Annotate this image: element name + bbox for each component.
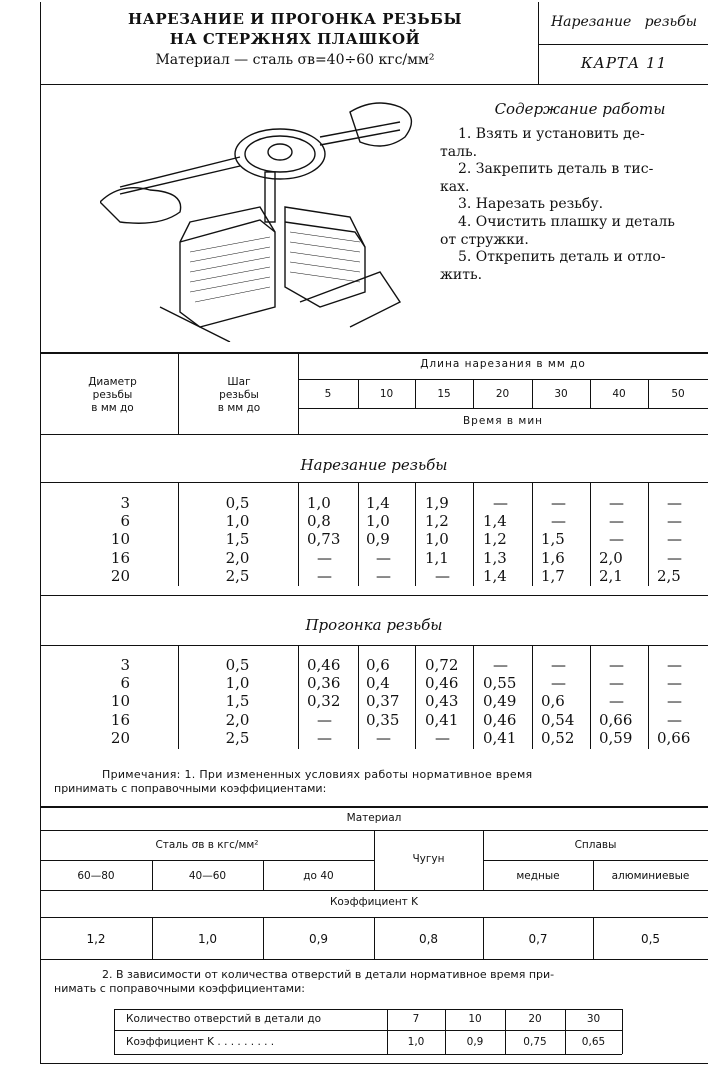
- length-15: 15: [437, 388, 451, 400]
- cell: —: [551, 494, 566, 512]
- chasing-col-5: [307, 656, 357, 747]
- chasing-col-40: [599, 656, 647, 747]
- chasing-col-30: [541, 656, 589, 747]
- cell: 0,46: [425, 674, 459, 693]
- cell: 0,46: [483, 710, 517, 729]
- cell: —: [493, 656, 508, 674]
- work-heading: Содержание работы: [494, 100, 666, 118]
- time-header: Время в мин: [462, 415, 544, 427]
- length-30: 30: [554, 388, 568, 400]
- cell: —: [376, 728, 391, 747]
- work-step: таль.: [440, 143, 478, 160]
- cell: 0,6: [366, 656, 390, 674]
- cutting-pitches: [200, 494, 275, 585]
- cell: —: [376, 548, 391, 567]
- cell: 2,0: [225, 548, 250, 567]
- note-line: Примечания: 1. При измененных условиях работы нормативное время: [102, 768, 533, 781]
- cell: 1,2: [425, 512, 449, 531]
- cell: 2,1: [599, 566, 623, 585]
- coef-value: 0,7: [528, 932, 548, 946]
- cell: 1,3: [483, 548, 507, 567]
- alloy-aluminum: алюминиевые: [611, 870, 690, 882]
- cell: —: [609, 530, 624, 549]
- chasing-col-15: [425, 656, 473, 747]
- cell: 1,0: [307, 494, 331, 512]
- cell: 0,5: [225, 494, 250, 512]
- holes-count: 20: [528, 1013, 542, 1025]
- work-step: от стружки.: [440, 231, 529, 248]
- work-steps: [440, 126, 705, 284]
- cell: 10: [110, 692, 130, 711]
- cutting-col-30: [541, 494, 589, 585]
- cell: 0,35: [366, 710, 400, 729]
- cell: 0,41: [425, 710, 459, 729]
- cell: 16: [110, 710, 130, 729]
- work-step: 2. Закрепить деталь в тис-: [458, 161, 654, 178]
- cell: —: [317, 566, 332, 585]
- cutting-col-10: [366, 494, 414, 585]
- cast-iron-header: Чугун: [412, 853, 445, 865]
- holes-coef: 0,75: [523, 1036, 547, 1048]
- coef-value: 1,0: [197, 932, 218, 946]
- header-line: резьбы: [219, 389, 259, 401]
- cell: —: [317, 728, 332, 747]
- cell: —: [609, 512, 624, 531]
- cell: 0,36: [307, 674, 341, 693]
- steel-60-80: 60—80: [77, 870, 115, 882]
- cell: —: [609, 674, 624, 693]
- cell: 0,5: [225, 656, 250, 674]
- cell: —: [317, 548, 332, 567]
- cell: 0,46: [307, 656, 341, 674]
- cell: 3: [120, 494, 130, 512]
- cell: 0,6: [541, 692, 565, 711]
- col-pitch-header: [180, 376, 298, 415]
- holes-count: 7: [412, 1013, 420, 1025]
- cutting-col-15: [425, 494, 473, 585]
- work-step: жить.: [440, 266, 483, 283]
- cell: —: [551, 656, 566, 674]
- cell: —: [435, 566, 450, 585]
- cell: 0,66: [657, 728, 691, 747]
- chasing-title: Прогонка резьбы: [305, 616, 443, 634]
- cell: 0,73: [307, 530, 341, 549]
- card-number: КАРТА 11: [580, 54, 668, 72]
- cell: —: [435, 728, 450, 747]
- header-line: Шаг: [227, 376, 251, 388]
- holes-count-label: Количество отверстий в детали до: [126, 1013, 321, 1025]
- cell: 1,9: [425, 494, 449, 512]
- work-step: 1. Взять и установить де-: [458, 126, 645, 142]
- cell: 0,66: [599, 710, 633, 729]
- holes-coef-label: Коэффициент K . . . . . . . . .: [126, 1036, 275, 1048]
- note-line: принимать с поправочными коэффициентами:: [54, 782, 327, 795]
- length-header: Длина нарезания в мм до: [420, 358, 586, 370]
- cell: 1,6: [541, 548, 565, 567]
- cell: —: [609, 494, 624, 512]
- cell: 0,4: [366, 674, 390, 693]
- note-line: нимать с поправочными коэффициентами:: [54, 982, 305, 995]
- cell: 0,43: [425, 692, 459, 711]
- cell: —: [317, 710, 332, 729]
- cell: 1,4: [483, 566, 507, 585]
- coef-value: 1,2: [86, 932, 106, 946]
- header-line: в мм до: [91, 402, 134, 414]
- note-line: 2. В зависимости от количества отверстий в детали нормативное время при-: [102, 968, 555, 981]
- cell: 0,52: [541, 728, 575, 747]
- chasing-diameters: [90, 656, 130, 747]
- header-line: резьбы: [92, 389, 133, 401]
- cell: 20: [110, 728, 130, 747]
- cell: 1,5: [541, 530, 565, 549]
- chasing-col-20: [483, 656, 531, 747]
- work-step: 3. Нарезать резьбу.: [458, 196, 604, 213]
- cell: 2,0: [599, 548, 623, 567]
- cell: 10: [110, 530, 130, 549]
- steel-header: Сталь σв в кгс/мм²: [155, 839, 259, 851]
- cell: 0,54: [541, 710, 575, 729]
- header-line: в мм до: [217, 402, 261, 414]
- cell: 1,5: [225, 530, 250, 549]
- cell: —: [551, 674, 566, 693]
- coef-value: 0,5: [640, 932, 661, 946]
- chasing-pitches: [200, 656, 275, 747]
- work-step: ках.: [440, 178, 470, 195]
- cell: 6: [120, 674, 130, 693]
- length-50: 50: [671, 388, 685, 400]
- coef-label: Коэффициент K: [329, 896, 419, 908]
- cell: —: [667, 494, 682, 512]
- cell: 6: [120, 512, 130, 531]
- cell: —: [667, 674, 682, 693]
- cell: 1,0: [366, 512, 390, 531]
- cell: —: [609, 692, 624, 711]
- cell: —: [667, 692, 682, 711]
- cell: 1,4: [366, 494, 390, 512]
- col-diameter-header: [50, 376, 175, 415]
- holes-coef: 0,65: [581, 1036, 606, 1048]
- steel-40-60: 40—60: [188, 870, 227, 882]
- cell: 2,5: [225, 728, 250, 747]
- cell: 1,0: [225, 512, 250, 531]
- cell: 1,0: [225, 674, 250, 693]
- length-40: 40: [612, 388, 626, 400]
- coef-value: 0,9: [308, 932, 329, 946]
- cutting-title: Нарезание резьбы: [300, 456, 448, 474]
- cutting-col-40: [599, 494, 647, 585]
- section-name: Нарезание резьбы: [550, 14, 698, 30]
- cell: 0,49: [483, 692, 517, 711]
- cell: 0,9: [366, 530, 390, 549]
- cell: 1,1: [425, 548, 449, 567]
- cutting-diameters: [90, 494, 130, 585]
- alloys-header: Сплавы: [574, 839, 617, 851]
- cell: 0,8: [307, 512, 331, 531]
- cell: —: [667, 710, 682, 729]
- cell: 1,0: [425, 530, 449, 549]
- header-line: Диаметр: [88, 376, 137, 388]
- length-10: 10: [379, 388, 394, 400]
- title-line-1: НАРЕЗАНИЕ И ПРОГОНКА РЕЗЬБЫ: [128, 10, 462, 28]
- cell: —: [667, 530, 682, 549]
- cell: 16: [110, 548, 130, 567]
- chasing-col-50: [657, 656, 707, 747]
- cell: 2,0: [225, 710, 250, 729]
- cell: 2,5: [657, 566, 681, 585]
- material-header: Материал: [346, 812, 402, 824]
- cell: 1,5: [225, 692, 250, 711]
- cell: 0,59: [599, 728, 633, 747]
- cell: —: [493, 494, 508, 512]
- die-stock-illustration: [100, 92, 430, 342]
- cell: 1,2: [483, 530, 507, 549]
- cell: 0,37: [366, 692, 400, 711]
- holes-coef: 0,9: [466, 1036, 484, 1048]
- cell: 0,41: [483, 728, 517, 747]
- holes-coef: 1,0: [407, 1036, 425, 1048]
- cell: —: [609, 656, 624, 674]
- note-1: [54, 768, 704, 796]
- cell: 2,5: [225, 566, 250, 585]
- alloy-copper: медные: [516, 870, 560, 882]
- cell: 0,32: [307, 692, 341, 711]
- note-2: [54, 968, 704, 996]
- material-line: Материал — сталь σв=40÷60 кгс/мм²: [155, 52, 435, 68]
- work-step: 4. Очистить плашку и деталь: [458, 213, 675, 230]
- holes-count: 30: [586, 1013, 601, 1025]
- cell: 20: [110, 566, 130, 585]
- cutting-col-20: [483, 494, 531, 585]
- work-step: 5. Открепить деталь и отло-: [458, 249, 666, 266]
- cell: 1,7: [541, 566, 565, 585]
- cell: —: [667, 512, 682, 531]
- cell: —: [376, 566, 391, 585]
- cell: 0,55: [483, 674, 517, 693]
- length-20: 20: [495, 388, 510, 400]
- cell: 0,72: [425, 656, 459, 674]
- cell: —: [551, 512, 566, 531]
- chasing-col-10: [366, 656, 414, 747]
- cell: —: [667, 656, 682, 674]
- title-line-2: НА СТЕРЖНЯХ ПЛАШКОЙ: [169, 30, 421, 48]
- length-5: 5: [324, 388, 332, 400]
- cutting-col-5: [307, 494, 357, 585]
- cell: —: [667, 548, 682, 567]
- steel-to-40: до 40: [303, 870, 334, 882]
- cell: 3: [120, 656, 130, 674]
- cell: 1,4: [483, 512, 507, 531]
- cutting-col-50: [657, 494, 707, 585]
- holes-count: 10: [468, 1013, 482, 1025]
- coef-value: 0,8: [418, 932, 439, 946]
